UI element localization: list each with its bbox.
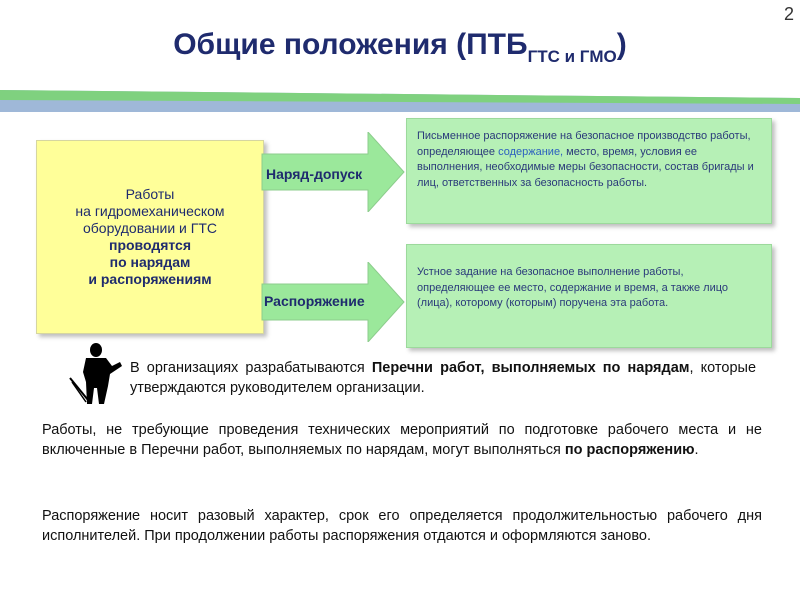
- naryad-def-highlight: содержание,: [498, 145, 564, 158]
- works-line-5: по нарядам: [109, 254, 191, 270]
- naryad-definition-box: [406, 118, 772, 224]
- para3-text: Распоряжение носит разовый характер, срок его определяется продолжительностью рабочего дня исполнителей. При продолжении работы распоряжения отдаются и оформляются заново.: [42, 508, 762, 544]
- para1-part1: В организациях разрабатываются: [130, 360, 372, 376]
- arrow-label-rasporyazhenie: Распоряжение: [264, 293, 365, 309]
- rasporyazhenie-definition-box: [406, 244, 772, 348]
- naryad-def-part1: Письменное распоряжение на безопасное производство работы, определяющее: [417, 130, 751, 158]
- title-main: Общие положения (ПТБ: [173, 28, 528, 61]
- rasporyazhenie-def-text: Устное задание на безопасное выполнение работы, определяющее ее место, содержание и время, а также лицо (лица), которому (которым) поручена эта работа.: [417, 266, 729, 309]
- slide-title: [0, 28, 800, 67]
- works-line-1: Работы: [125, 186, 175, 202]
- paragraph-works-by-order: [42, 420, 762, 460]
- para2-bold: по распоряжению: [564, 442, 695, 458]
- decorative-stripe: [0, 90, 800, 112]
- para1-bold: Перечни работ, выполняемых по нарядам: [371, 360, 690, 376]
- page-number: 2: [783, 4, 794, 24]
- paragraph-order-duration: [42, 506, 762, 546]
- works-line-3: оборудовании и ГТС: [83, 220, 217, 236]
- works-line-6: и распоряжениям: [88, 271, 212, 287]
- title-subscript: ГТС и ГМО: [527, 47, 617, 66]
- para1-part2: , которые утверждаются руководителем организации.: [130, 360, 757, 396]
- paragraph-lists: [130, 358, 756, 398]
- para2-part1: Работы, не требующие проведения технических мероприятий по подготовке рабочего места и не включенные в Перечни работ, выполняемых по нарядам, могут выполняться: [42, 422, 762, 458]
- arrow-label-naryad: Наряд-допуск: [266, 166, 363, 182]
- works-line-4: проводятся: [108, 237, 192, 253]
- businessman-icon: [66, 342, 126, 406]
- title-close: ): [616, 28, 627, 61]
- works-box: [36, 140, 264, 334]
- works-line-2: на гидромеханическом: [75, 203, 225, 219]
- para2-part2: .: [694, 442, 699, 458]
- naryad-def-part2: место, время, условия ее выполнения, необходимые меры безопасности, состав бригады и лиц, ответственных за безопасность работы.: [417, 145, 754, 189]
